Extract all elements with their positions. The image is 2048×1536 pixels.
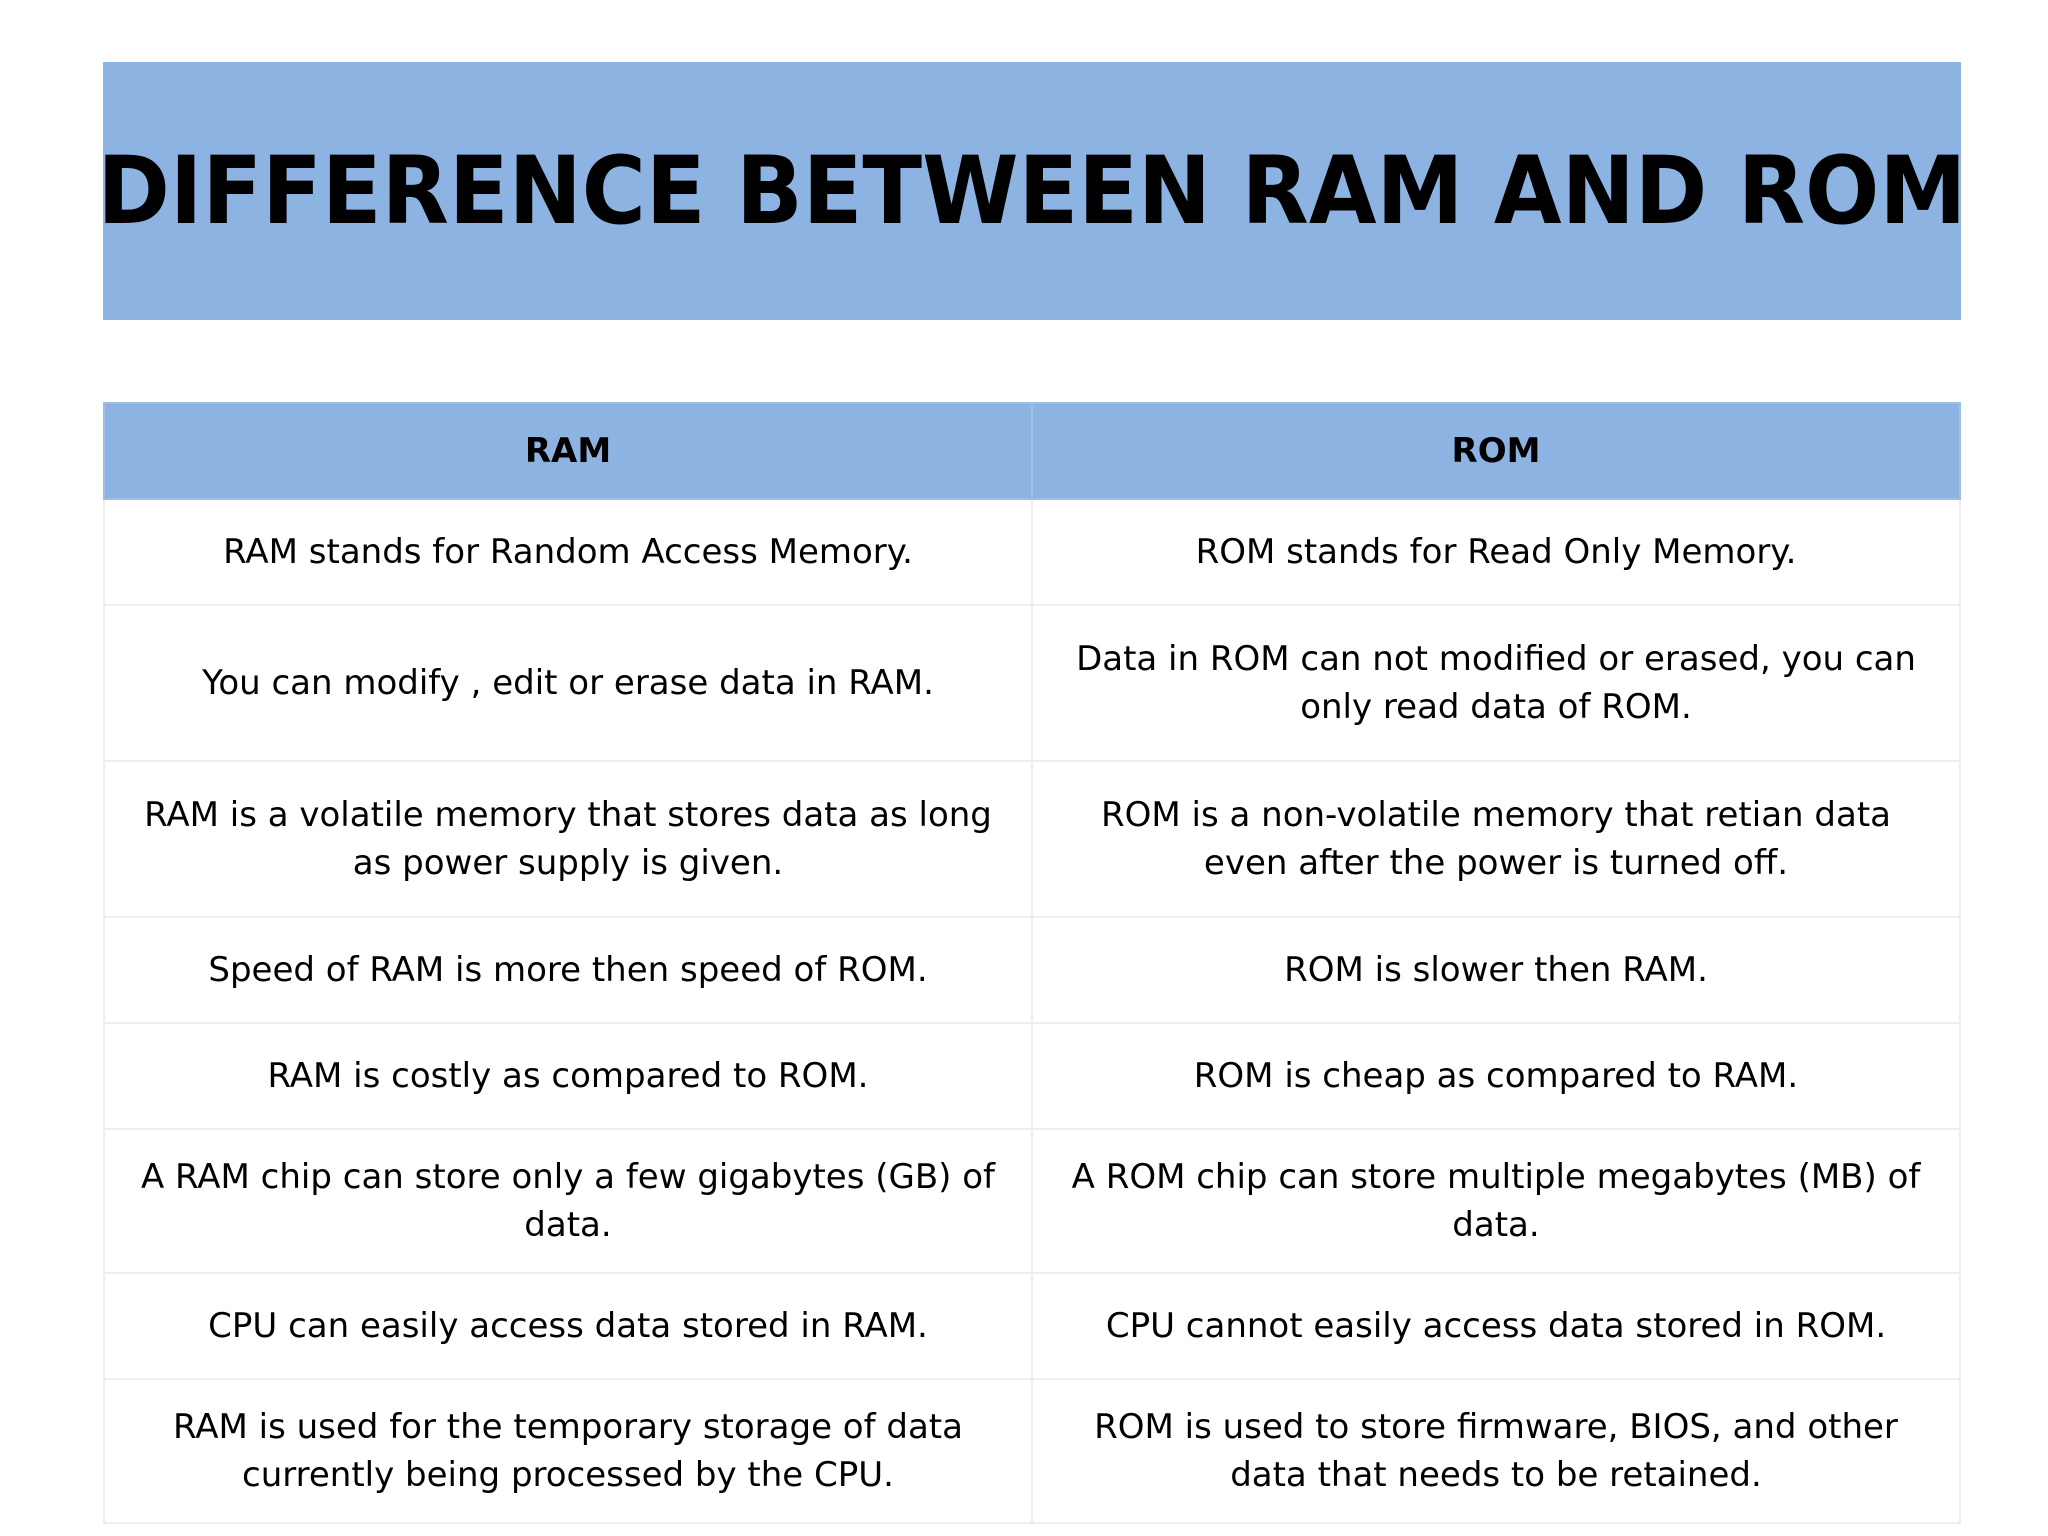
column-header-rom: ROM (1032, 403, 1960, 499)
table-cell-rom: ROM is cheap as compared to RAM. (1032, 1023, 1960, 1129)
table-cell-ram: RAM is costly as compared to ROM. (104, 1023, 1032, 1129)
table-row (104, 761, 1960, 917)
title-banner (97, 62, 1967, 320)
table-cell-ram: RAM stands for Random Access Memory. (104, 499, 1032, 605)
table-cell-ram: You can modify , edit or erase data in RAM. (104, 605, 1032, 761)
table-cell-rom: CPU cannot easily access data stored in ROM. (1032, 1273, 1960, 1379)
table-row (104, 1129, 1960, 1273)
column-header-ram: RAM (104, 403, 1032, 499)
table-row (104, 917, 1960, 1023)
table-cell-ram: A RAM chip can store only a few gigabytes (GB) of data. (104, 1129, 1032, 1273)
table-row (104, 1273, 1960, 1379)
table-cell-rom: A ROM chip can store multiple megabytes (MB) of data. (1032, 1129, 1960, 1273)
table-cell-rom: ROM is a non-volatile memory that retian data even after the power is turned off. (1032, 761, 1960, 917)
table-cell-rom: Data in ROM can not modified or erased, you can only read data of ROM. (1032, 605, 1960, 761)
table-cell-ram: RAM is used for the temporary storage of data currently being processed by the CPU. (104, 1379, 1032, 1523)
table-row (104, 1379, 1960, 1523)
table-row (104, 499, 1960, 605)
table-row (104, 605, 1960, 761)
table-cell-rom: ROM is used to store firmware, BIOS, and other data that needs to be retained. (1032, 1379, 1960, 1523)
table-row (104, 1023, 1960, 1129)
table-cell-rom: ROM stands for Read Only Memory. (1032, 499, 1960, 605)
table-header-row (104, 403, 1960, 499)
page-title: DIFFERENCE BETWEEN RAM AND ROM (97, 136, 1967, 246)
comparison-table (103, 402, 1961, 1524)
table-cell-rom: ROM is slower then RAM. (1032, 917, 1960, 1023)
table-cell-ram: Speed of RAM is more then speed of ROM. (104, 917, 1032, 1023)
table-cell-ram: CPU can easily access data stored in RAM. (104, 1273, 1032, 1379)
table-cell-ram: RAM is a volatile memory that stores data as long as power supply is given. (104, 761, 1032, 917)
